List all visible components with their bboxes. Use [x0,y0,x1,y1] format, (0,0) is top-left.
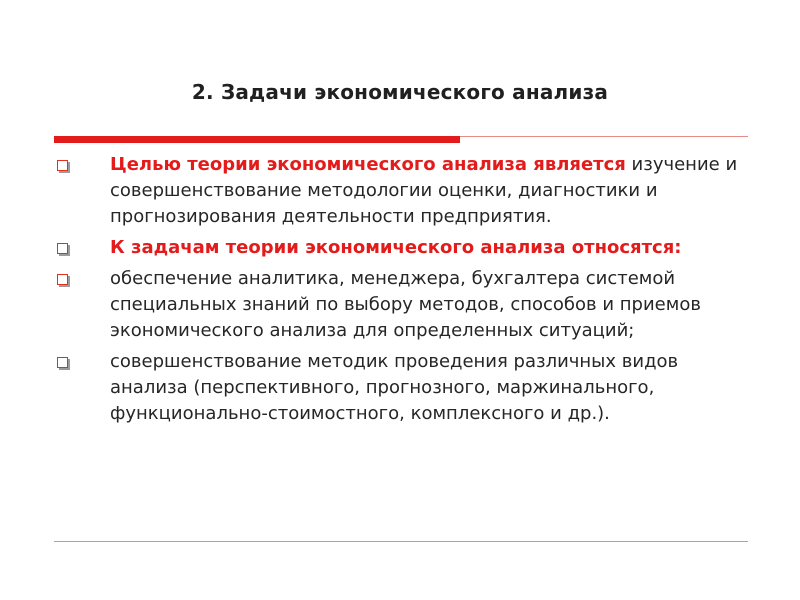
list-item [54,152,754,230]
list-item [54,235,754,261]
checkbox-bullet-icon [57,160,68,171]
bullet-list [54,152,754,432]
list-item [54,349,754,427]
bottom-thin-rule [54,541,748,542]
list-item-body: обеспечение аналитика, менеджера, бухгалтера системой специальных знаний по выбору методов, способов и приемов экономического анализа для определенных ситуаций; [110,268,701,341]
list-item-text [110,235,754,261]
list-item-text [110,152,754,230]
list-item-text [110,349,754,427]
checkbox-bullet-icon [57,243,68,254]
top-thick-rule [54,136,460,143]
list-item-text [110,266,754,344]
list-item [54,266,754,344]
list-item-emphasis: Целью теории экономического анализа является [110,154,626,175]
list-item-body: совершенствование методик проведения различных видов анализа (перспективного, прогнозного, маржинального, функционально-стоимостного, комплексного и др.). [110,351,679,424]
list-item-emphasis: К задачам теории экономического анализа относятся: [110,237,682,258]
list-item-body: изучение и совершенствование методологии оценки, диагностики и прогнозирования деятельности предприятия. [110,154,738,227]
checkbox-bullet-icon [57,357,68,368]
checkbox-bullet-icon [57,274,68,285]
slide-title: 2. Задачи экономического анализа [191,80,609,104]
